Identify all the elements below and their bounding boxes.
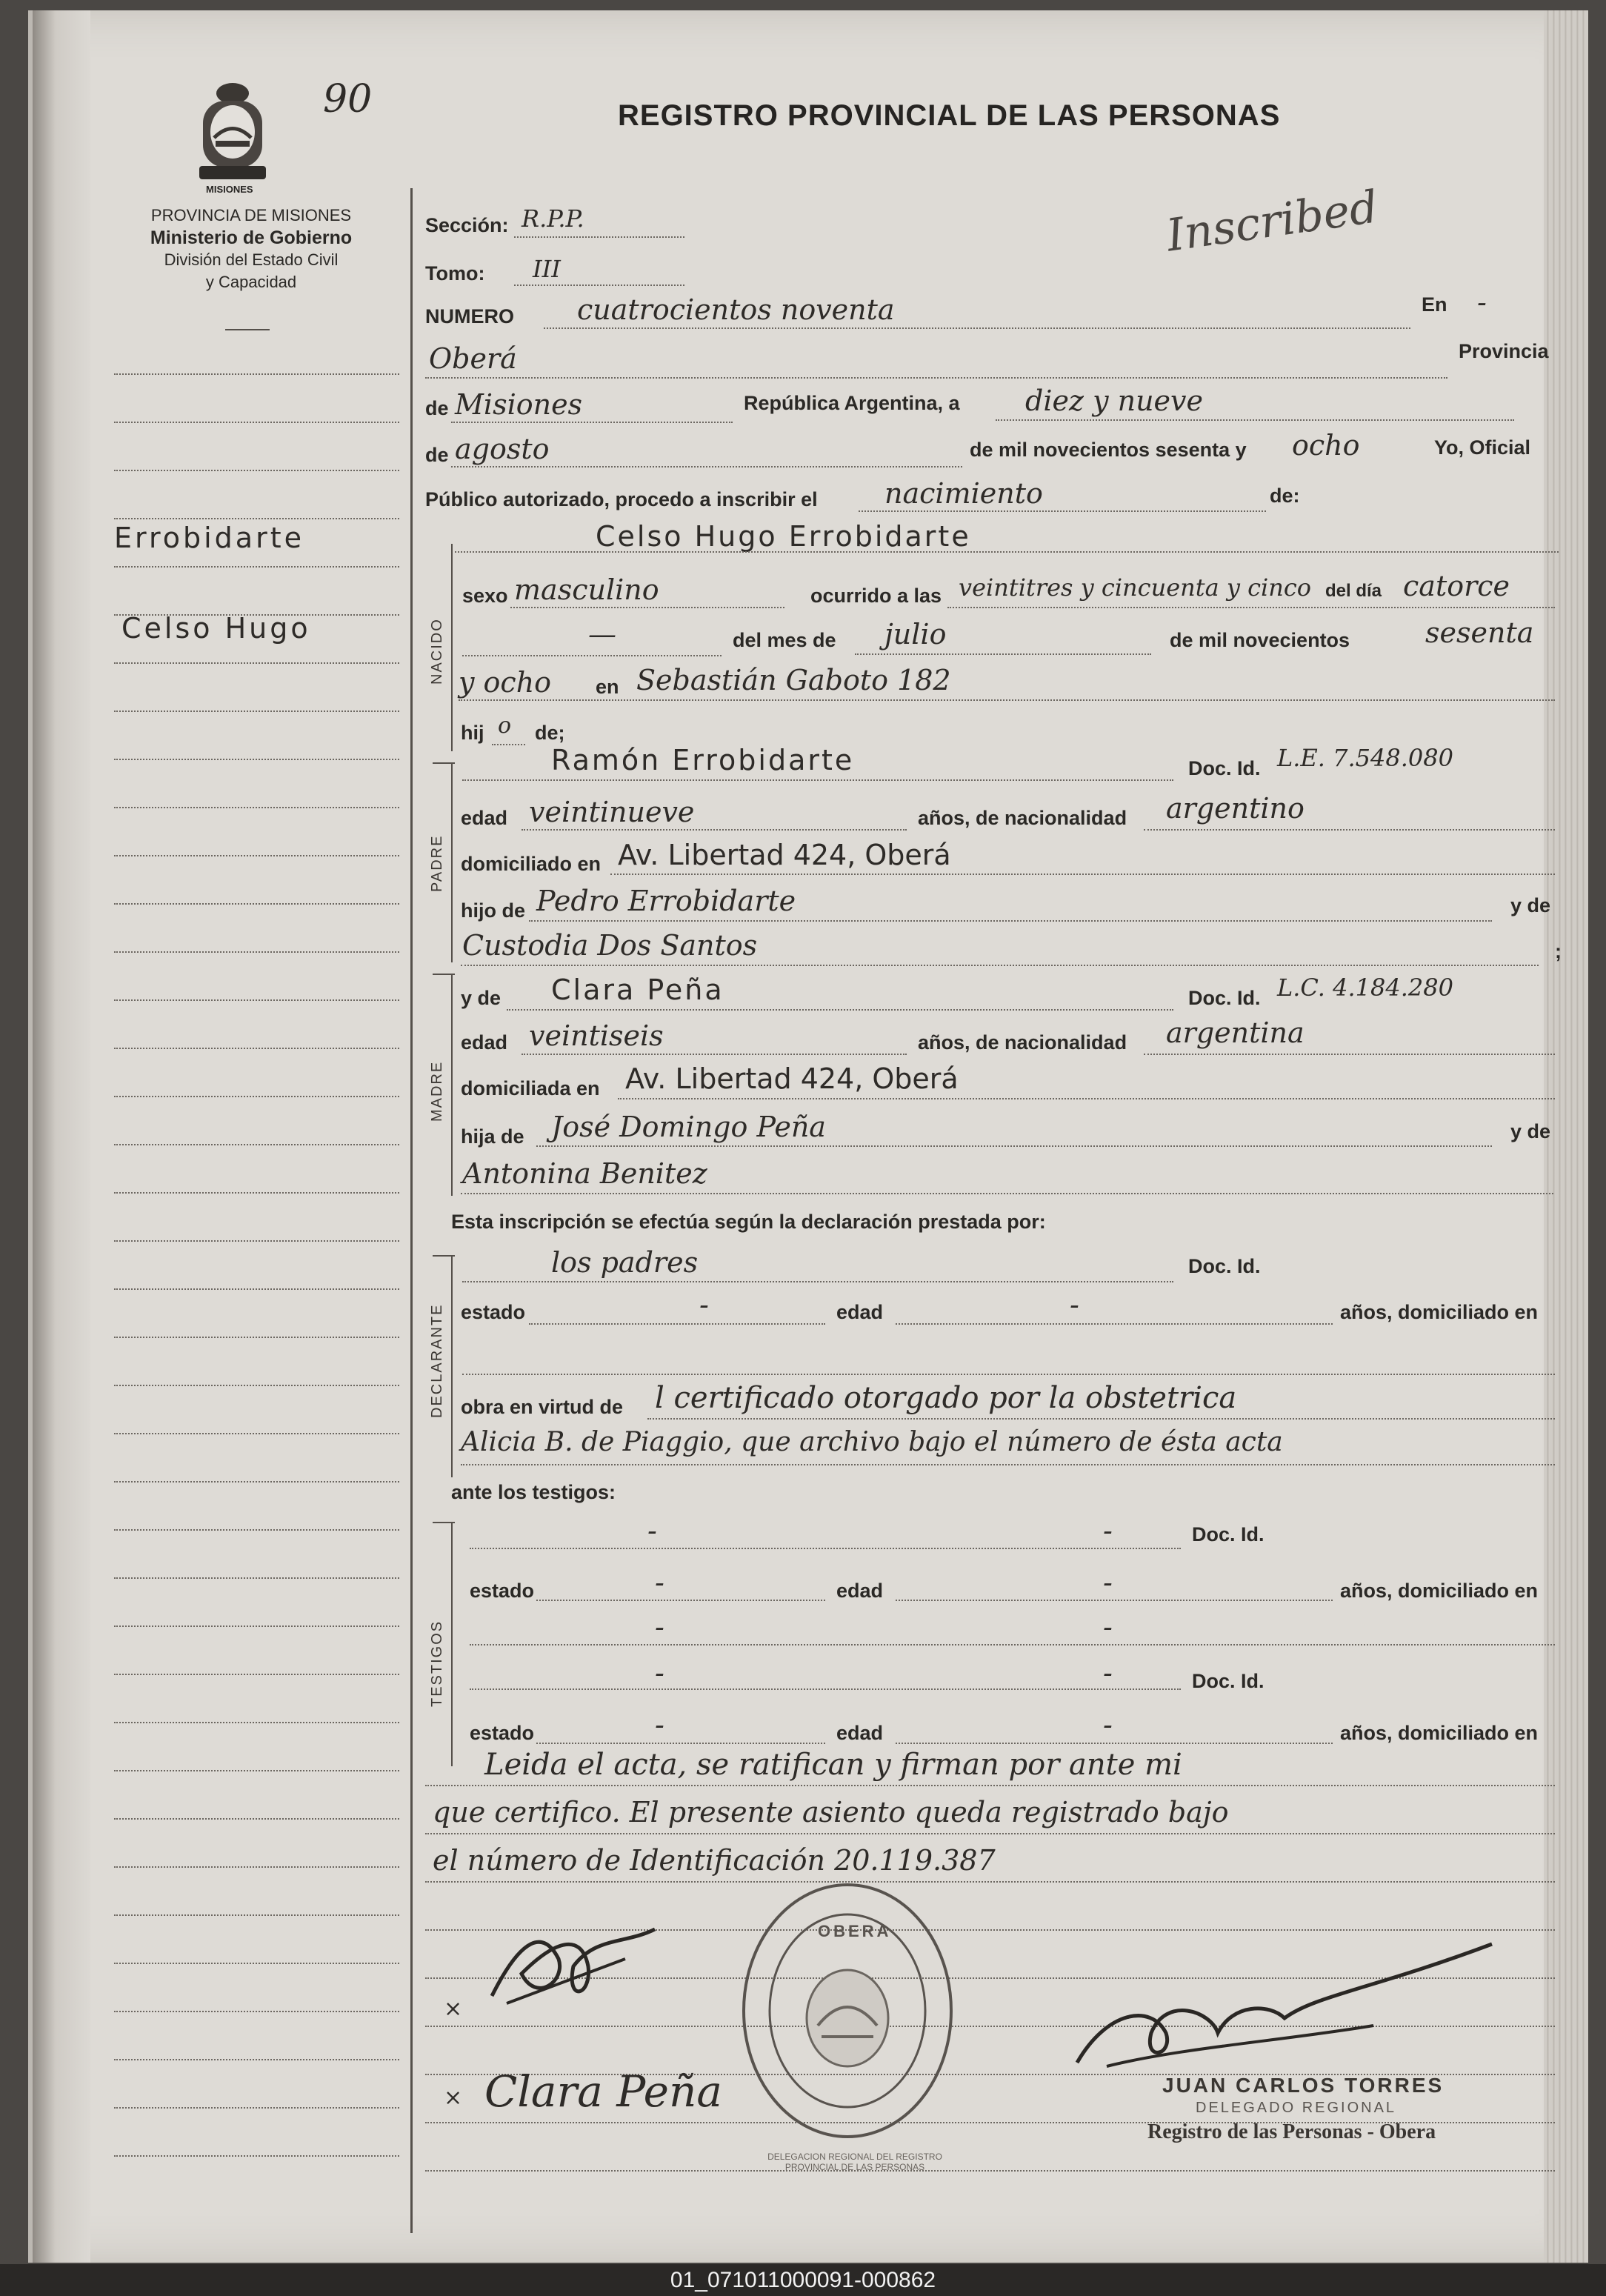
- nacido-year-value: sesenta: [1425, 616, 1534, 649]
- obra-label: obra en virtud de: [461, 1396, 624, 1418]
- closing-line1: Leida el acta, se ratifican y firman por ante mi: [484, 1748, 1182, 1782]
- declarante-section-line: [451, 1255, 453, 1477]
- declarante-doc-label: Doc. Id.: [1188, 1255, 1261, 1277]
- obra-line2: Alicia B. de Piaggio, que archivo bajo el número de ésta acta: [461, 1427, 1283, 1457]
- division-label: División del Estado Civil: [164, 250, 339, 269]
- nacido-section-line: [451, 544, 453, 751]
- hijo-de-label: de;: [535, 722, 565, 744]
- declarante-edad: -: [1070, 1288, 1079, 1321]
- madre-nacionalidad: argentina: [1166, 1016, 1305, 1049]
- declarante-anos-label: años, domiciliado en: [1340, 1301, 1539, 1323]
- tomo-label: Tomo:: [425, 262, 485, 284]
- obra-line1: l certificado otorgado por la obstetrica: [655, 1381, 1237, 1415]
- seccion-label: Sección:: [425, 214, 509, 236]
- page-binding: [33, 10, 90, 2263]
- numero-value: cuatrocientos noventa: [577, 293, 895, 326]
- padre-section-line: [451, 762, 453, 962]
- seccion-value: R.P.P.: [522, 204, 584, 233]
- document-page: [28, 10, 1588, 2263]
- provincial-seal-icon: [192, 79, 273, 190]
- registrar-signature: Inscribed: [1163, 181, 1382, 262]
- closing-line2: que certifico. El presente asiento queda registrado bajo: [433, 1796, 1229, 1829]
- footer-id: 01_071011000091-000862: [0, 2264, 1606, 2296]
- lugar-value: Sebastián Gaboto 182: [636, 664, 951, 696]
- declarante-estado: -: [699, 1288, 709, 1321]
- madre-madre-de: Antonina Benitez: [462, 1157, 707, 1190]
- office-name: Registro de las Personas - Obera: [1147, 2120, 1436, 2143]
- declarante-side-label: DECLARANTE: [429, 1303, 445, 1418]
- testigo1-anos-label: años, domiciliado en: [1340, 1580, 1539, 1602]
- x-mark-1: ×: [444, 1996, 463, 2022]
- padre-nombre: Ramón Errobidarte: [551, 744, 855, 776]
- madre-section-line: [451, 974, 453, 1196]
- padre-domicilio: Av. Libertad 424, Oberá: [618, 839, 951, 871]
- act-type: nacimiento: [884, 477, 1043, 510]
- mes-value: julio: [884, 618, 947, 650]
- testigo2-estado-label: estado: [470, 1722, 535, 1744]
- hora-value: veintitres y cincuenta y cinco: [959, 573, 1312, 602]
- padre-side-label: PADRE: [429, 834, 445, 892]
- year-suffix: ocho: [1292, 429, 1360, 462]
- oficial-label: Yo, Oficial: [1434, 436, 1531, 459]
- padre-padre-de: Pedro Errobidarte: [536, 885, 796, 917]
- madre-y-de-label: y de: [461, 987, 502, 1009]
- year-label: de mil novecientos sesenta y: [970, 439, 1247, 461]
- testigo1-dash2: -: [1103, 1514, 1113, 1547]
- madre-edad-value: veintiseis: [529, 1019, 664, 1052]
- testigo-extra-dash2: -: [1103, 1611, 1113, 1643]
- padre-nacionalidad: argentino: [1166, 792, 1305, 825]
- madre-doc-label: Doc. Id.: [1188, 987, 1261, 1009]
- month-value: agosto: [455, 433, 550, 465]
- declarante-edad-label: edad: [836, 1301, 884, 1323]
- capacity-label: y Capacidad: [205, 273, 297, 291]
- publico-label: Público autorizado, procedo a inscribir el: [425, 488, 818, 510]
- nacido-dash: —: [588, 618, 616, 650]
- testigo2-anos-label: años, domiciliado en: [1340, 1722, 1539, 1744]
- folio-number: 90: [323, 77, 373, 122]
- padre-edad-label: edad: [461, 807, 508, 829]
- padre-doc-value: L.E. 7.548.080: [1277, 744, 1453, 772]
- official-signature-icon: [1062, 1937, 1507, 2085]
- de-colon-label: de:: [1270, 485, 1300, 507]
- official-title: DELEGADO REGIONAL: [1196, 2100, 1397, 2116]
- lugar-en-label: en: [596, 676, 619, 698]
- declarante-estado-label: estado: [461, 1301, 526, 1323]
- stamp-ring-text: DELEGACION REGIONAL DEL REGISTRO PROVINCIAL DE LAS PERSONAS: [767, 2152, 942, 2172]
- testigos-section-line: [451, 1522, 453, 1766]
- madre-padre-de: José Domingo Peña: [551, 1111, 826, 1143]
- padre-nac-label: años, de nacionalidad: [918, 807, 1127, 829]
- official-stamp-icon: [736, 1877, 959, 2144]
- madre-nombre: Clara Peña: [551, 974, 724, 1006]
- day-value: diez y nueve: [1025, 385, 1204, 417]
- en-label: En: [1422, 293, 1447, 316]
- ministry-label: Ministerio de Gobierno: [150, 227, 353, 248]
- nacido-year-label: de mil novecientos: [1170, 629, 1350, 651]
- madre-side-label: MADRE: [429, 1060, 445, 1122]
- testigo1-estado-label: estado: [470, 1580, 535, 1602]
- main-margin-line: [410, 188, 413, 2233]
- testigo2-doc-label: Doc. Id.: [1192, 1670, 1265, 1692]
- nacido-year2: y ocho: [459, 666, 552, 699]
- margin-given-names: Celso Hugo: [121, 612, 311, 645]
- padre-dom-label: domiciliado en: [461, 853, 602, 875]
- nacido-side-label: NACIDO: [429, 618, 445, 685]
- madre-doc-value: L.C. 4.184.280: [1277, 974, 1453, 1002]
- testigos-label: ante los testigos:: [451, 1481, 616, 1503]
- madre-domicilio: Av. Libertad 424, Oberá: [625, 1062, 959, 1095]
- province-value: Misiones: [455, 388, 583, 421]
- official-name: JUAN CARLOS TORRES: [1162, 2074, 1445, 2097]
- en-value: -: [1477, 286, 1487, 319]
- testigo1-edad: -: [1103, 1566, 1113, 1599]
- mother-signature: Clara Peña: [484, 2066, 722, 2117]
- padre-doc-label: Doc. Id.: [1188, 757, 1261, 779]
- padre-semicolon: ;: [1555, 940, 1562, 962]
- declarante-intro: Esta inscripción se efectúa según la declaración prestada por:: [451, 1211, 1046, 1233]
- padre-madre-de: Custodia Dos Santos: [462, 929, 758, 962]
- sexo-value: masculino: [514, 573, 659, 606]
- padre-y-de-label: y de: [1510, 894, 1551, 916]
- testigo1-edad-label: edad: [836, 1580, 884, 1602]
- mes-label: del mes de: [733, 629, 836, 651]
- testigo1-estado: -: [655, 1566, 664, 1599]
- testigo1-doc-label: Doc. Id.: [1192, 1523, 1265, 1545]
- provincia-label: Provincia: [1459, 340, 1549, 362]
- testigo2-dash1: -: [655, 1657, 664, 1689]
- testigo2-estado: -: [655, 1708, 664, 1741]
- numero-label: NUMERO: [425, 305, 514, 327]
- testigo2-dash2: -: [1103, 1657, 1113, 1689]
- sexo-label: sexo: [462, 585, 508, 607]
- office-header: [114, 204, 388, 293]
- registered-full-name: Celso Hugo Errobidarte: [596, 520, 971, 553]
- testigo2-edad-label: edad: [836, 1722, 884, 1744]
- city-value: Oberá: [429, 342, 517, 375]
- madre-nac-label: años, de nacionalidad: [918, 1031, 1127, 1054]
- del-dia-label: del día: [1325, 581, 1382, 601]
- seal-caption: MISIONES: [206, 184, 253, 195]
- stamp-center-text: OBERA: [818, 1922, 892, 1940]
- ocurrido-label: ocurrido a las: [810, 585, 942, 607]
- page-title: REGISTRO PROVINCIAL DE LAS PERSONAS: [618, 99, 1281, 132]
- testigos-side-label: TESTIGOS: [429, 1620, 445, 1707]
- father-signature-icon: [477, 1914, 670, 2026]
- header-divider: [225, 329, 270, 330]
- padre-edad-value: veintinueve: [529, 796, 695, 828]
- declarante-nombre: los padres: [551, 1246, 699, 1279]
- madre-dom-label: domiciliada en: [461, 1077, 600, 1099]
- margin-surname: Errobidarte: [114, 522, 304, 554]
- de-label: de: [425, 397, 449, 419]
- madre-edad-label: edad: [461, 1031, 508, 1054]
- hijo-label: hij: [461, 722, 484, 744]
- province-label: PROVINCIA DE MISIONES: [150, 206, 352, 224]
- testigo1-dash1: -: [647, 1514, 657, 1547]
- x-mark-2: ×: [444, 2085, 463, 2111]
- republica-label: República Argentina, a: [744, 392, 960, 414]
- tomo-value: III: [533, 255, 561, 283]
- de-month-label: de: [425, 444, 449, 466]
- madre-y-de2-label: y de: [1510, 1120, 1551, 1142]
- testigo-extra-dash1: -: [655, 1611, 664, 1643]
- testigo2-edad: -: [1103, 1708, 1113, 1741]
- closing-line3: el número de Identificación 20.119.387: [433, 1844, 996, 1877]
- padre-hijo-de-label: hijo de: [461, 899, 525, 922]
- dia-value: catorce: [1403, 570, 1510, 602]
- hijo-suffix: o: [498, 713, 512, 739]
- madre-hija-de-label: hija de: [461, 1125, 524, 1148]
